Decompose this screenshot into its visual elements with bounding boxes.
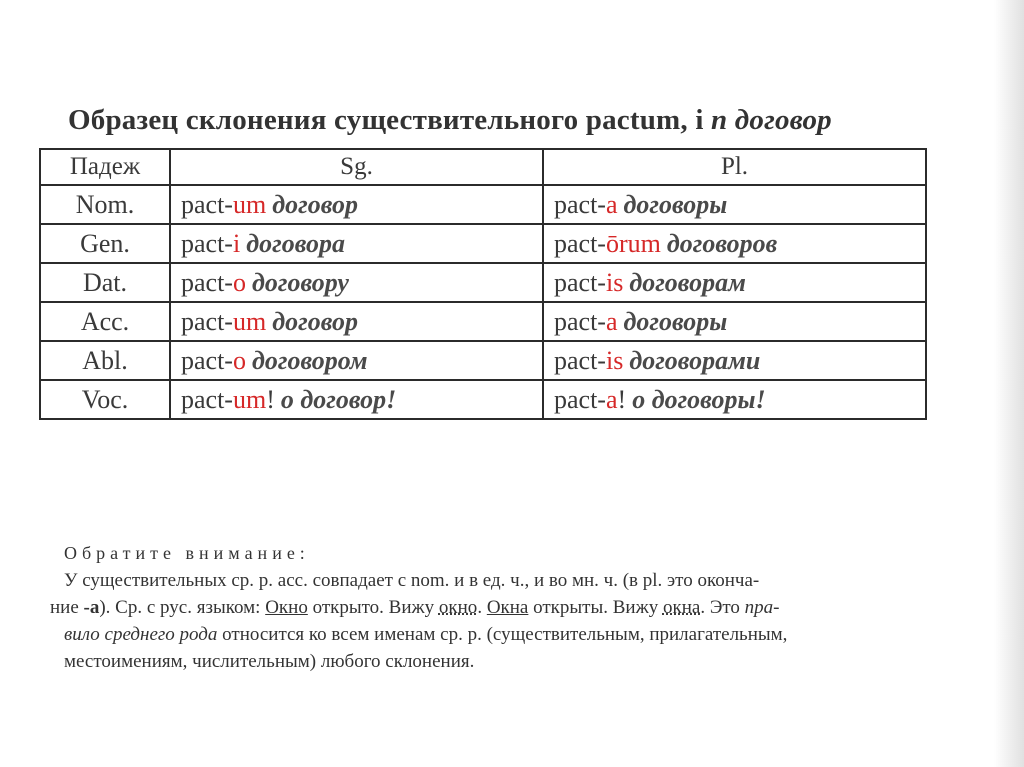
form-stem: pact- [181, 306, 233, 336]
plural-cell [543, 263, 926, 302]
singular-cell [170, 224, 543, 263]
form-translation: договора [246, 228, 345, 258]
declension-table [39, 148, 927, 420]
note-text: ). Ср. с рус. языком: [99, 597, 266, 618]
form-stem: pact- [554, 267, 606, 297]
form-ending: is [605, 345, 624, 375]
rule-term: пра- [744, 597, 780, 618]
form-stem: pact- [181, 189, 233, 219]
form-stem: pact- [554, 345, 606, 375]
form-stem: pact- [181, 345, 233, 375]
form-translation: договором [251, 345, 368, 375]
singular-cell [170, 185, 543, 224]
form-stem: pact- [554, 189, 606, 219]
form-translation: договорами [629, 345, 761, 375]
form-ending: is [605, 267, 624, 297]
form-translation: договорам [629, 267, 746, 297]
case-cell: Voc. [40, 380, 170, 419]
table-row [40, 302, 926, 341]
case-cell: Abl. [40, 341, 170, 380]
table-header-row [40, 149, 926, 185]
table-row [40, 341, 926, 380]
form-stem: pact- [554, 228, 606, 258]
plural-cell [543, 302, 926, 341]
form-stem: pact- [554, 306, 606, 336]
form-stem: pact- [181, 384, 233, 414]
form-translation: договор [272, 306, 358, 336]
singular-cell [170, 380, 543, 419]
plural-cell [543, 185, 926, 224]
form-translation: договоров [666, 228, 778, 258]
example-word: Окно [265, 597, 308, 618]
example-word: окно [438, 597, 478, 618]
singular-cell [170, 263, 543, 302]
note-heading: Обратите внимание: [64, 543, 310, 563]
plural-cell [543, 341, 926, 380]
plural-cell [543, 224, 926, 263]
example-word: Окна [486, 597, 529, 618]
table-row [40, 380, 926, 419]
note-block [50, 540, 1004, 675]
form-ending: i [232, 228, 241, 258]
note-paragraph [50, 567, 1004, 675]
note-line-1: У существительных ср. р. acc. совпадает с nom. и в ед. ч., и во мн. ч. (в pl. это оконча- [64, 570, 760, 591]
form-stem: pact- [554, 384, 606, 414]
header-singular: Sg. [170, 149, 543, 185]
singular-cell [170, 341, 543, 380]
form-translation: договору [251, 267, 349, 297]
case-cell: Nom. [40, 185, 170, 224]
form-ending: o [232, 267, 246, 297]
note-ending: -a [83, 597, 100, 618]
table-row [40, 185, 926, 224]
form-ending: ōrum [605, 228, 661, 258]
header-plural: Pl. [543, 149, 926, 185]
case-cell: Acc. [40, 302, 170, 341]
note-line-3: относится ко всем именам ср. р. (существительным, прилагательным, [217, 624, 788, 645]
case-cell: Gen. [40, 224, 170, 263]
table-row [40, 224, 926, 263]
note-text: . [477, 597, 487, 618]
table-row [40, 263, 926, 302]
form-translation: договоры [623, 189, 728, 219]
note-line-4: местоимениям, числительным) любого склонения. [64, 651, 475, 672]
form-translation: о договоры! [632, 384, 766, 414]
form-ending: o [232, 345, 246, 375]
page-title [68, 104, 832, 137]
form-stem: pact- [181, 267, 233, 297]
title-suffix: n договор [711, 104, 832, 136]
form-tail: ! [266, 384, 275, 414]
note-text: открыты. Вижу [528, 597, 663, 618]
singular-cell [170, 302, 543, 341]
form-ending: um [232, 384, 267, 414]
note-text: ние [50, 597, 84, 618]
note-text: открыто. Вижу [307, 597, 439, 618]
form-stem: pact- [181, 228, 233, 258]
rule-term: вило среднего рода [64, 624, 218, 645]
form-ending: um [232, 189, 267, 219]
form-ending: a [605, 189, 618, 219]
plural-cell [543, 380, 926, 419]
form-translation: о договор! [280, 384, 397, 414]
form-ending: a [605, 384, 618, 414]
form-translation: договор [272, 189, 358, 219]
form-ending: um [232, 306, 267, 336]
title-prefix: Образец склонения существительного pactum, i [68, 104, 704, 136]
header-case: Падеж [40, 149, 170, 185]
example-word: окна [662, 597, 701, 618]
form-translation: договоры [623, 306, 728, 336]
form-tail: ! [617, 384, 627, 414]
note-text: . Это [700, 597, 745, 618]
form-ending: a [605, 306, 618, 336]
case-cell: Dat. [40, 263, 170, 302]
